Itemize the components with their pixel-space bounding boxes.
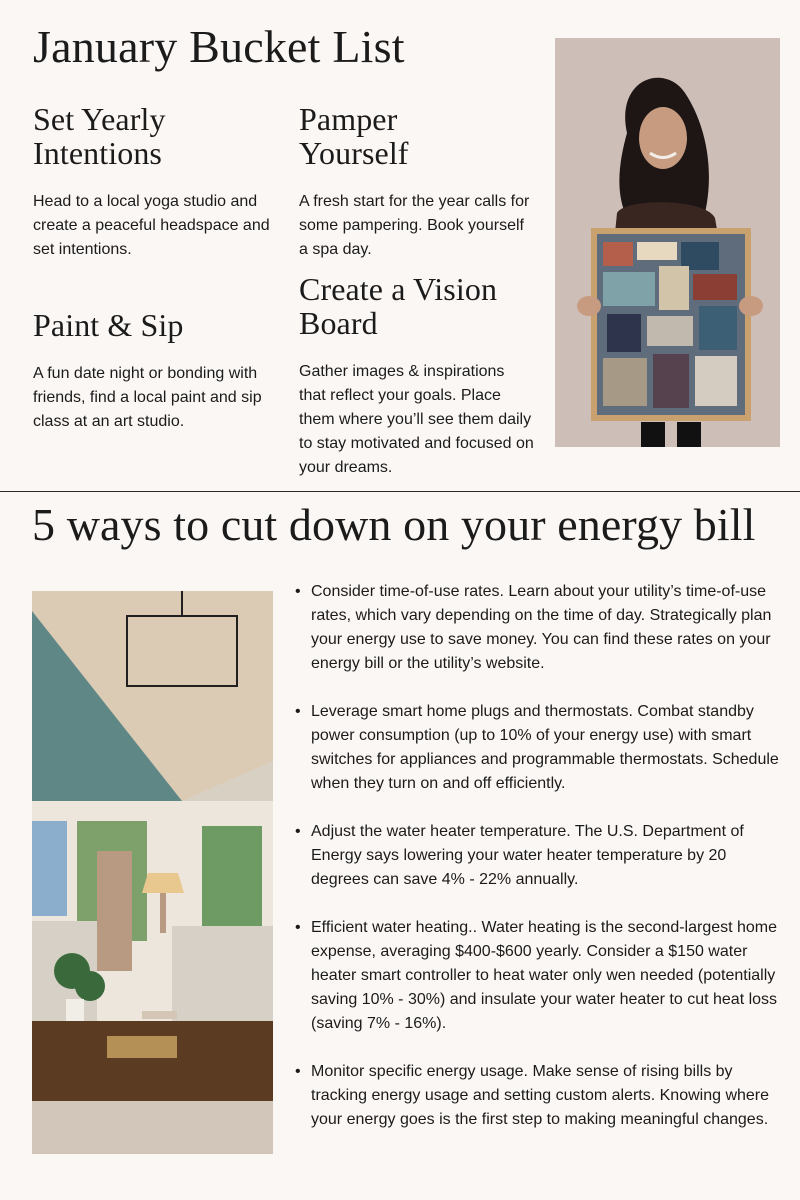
bucket-item-body: Gather images & inspirations that reflect your goals. Place them where you’ll see them daily to stay motivated and focused on your dreams. bbox=[299, 363, 534, 476]
heading-line-1: Create a Vision bbox=[299, 271, 498, 307]
bucket-item-heading bbox=[33, 308, 273, 342]
bucket-item-heading bbox=[33, 102, 273, 170]
list-item bbox=[293, 820, 785, 892]
bucket-item-vision-board bbox=[299, 272, 534, 480]
heading-line-1: Set Yearly bbox=[33, 101, 166, 137]
heading-line-1: Pamper bbox=[299, 101, 398, 137]
list-item bbox=[293, 1060, 785, 1132]
energy-tips-list bbox=[293, 580, 785, 1156]
section-divider bbox=[0, 491, 800, 492]
page-title: January Bucket List bbox=[33, 21, 405, 72]
vision-board-photo bbox=[555, 38, 780, 447]
bullet-icon: • bbox=[295, 1063, 301, 1080]
heading-line-2: Board bbox=[299, 305, 378, 341]
list-item bbox=[293, 580, 785, 676]
heading-line-2: Yourself bbox=[299, 135, 409, 171]
bucket-item-body: A fresh start for the year calls for some pampering. Book yourself a spa day. bbox=[299, 193, 530, 258]
bucket-item-heading bbox=[299, 272, 534, 340]
tip-text: Efficient water heating.. Water heating is the second-largest home expense, averaging $400-$600 yearly. Consider a $150 water heater smart controller to heat water only wen needed (potentially saving 10% - 30%) and insulate your water heater to cut heat loss (saving 7% - 16%). bbox=[311, 919, 778, 1032]
tip-text: Consider time-of-use rates. Learn about your utility’s time-of-use rates, which vary depending on the time of day. Strategically plan your energy use to save money. You can find these rates on your energy bill or the utility’s website. bbox=[311, 583, 772, 672]
bullet-icon: • bbox=[295, 823, 301, 840]
bucket-item-heading bbox=[299, 102, 534, 170]
list-item bbox=[293, 916, 785, 1036]
heading-line-2: Intentions bbox=[33, 135, 162, 171]
bucket-item-set-yearly-intentions bbox=[33, 102, 273, 262]
bullet-icon: • bbox=[295, 919, 301, 936]
energy-section-title: 5 ways to cut down on your energy bill bbox=[32, 499, 756, 550]
vision-board-illustration bbox=[555, 38, 780, 447]
tip-text: Leverage smart home plugs and thermostats. Combat standby power consumption (up to 10% of your energy use) with smart switches for appliances and programmable thermostats. Schedule when they turn on and off efficiently. bbox=[311, 703, 779, 792]
tip-text: Monitor specific energy usage. Make sense of rising bills by tracking energy usage and setting custom alerts. Knowing where your energy goes is the first step to making meaningful changes. bbox=[311, 1063, 770, 1128]
living-room-photo bbox=[32, 591, 273, 1154]
bullet-icon: • bbox=[295, 703, 301, 720]
living-room-illustration bbox=[32, 591, 273, 1154]
tip-text: Adjust the water heater temperature. The U.S. Department of Energy says lowering your water heater temperature by 20 degrees can save 4% - 22% annually. bbox=[311, 823, 744, 888]
bucket-item-paint-and-sip bbox=[33, 308, 273, 434]
bucket-item-body: A fun date night or bonding with friends, find a local paint and sip class at an art studio. bbox=[33, 365, 262, 430]
heading-line-1: Paint & Sip bbox=[33, 307, 184, 343]
bucket-item-pamper-yourself bbox=[299, 102, 534, 262]
bucket-item-body: Head to a local yoga studio and create a peaceful headspace and set intentions. bbox=[33, 193, 270, 258]
list-item bbox=[293, 700, 785, 796]
bullet-icon: • bbox=[295, 583, 301, 600]
